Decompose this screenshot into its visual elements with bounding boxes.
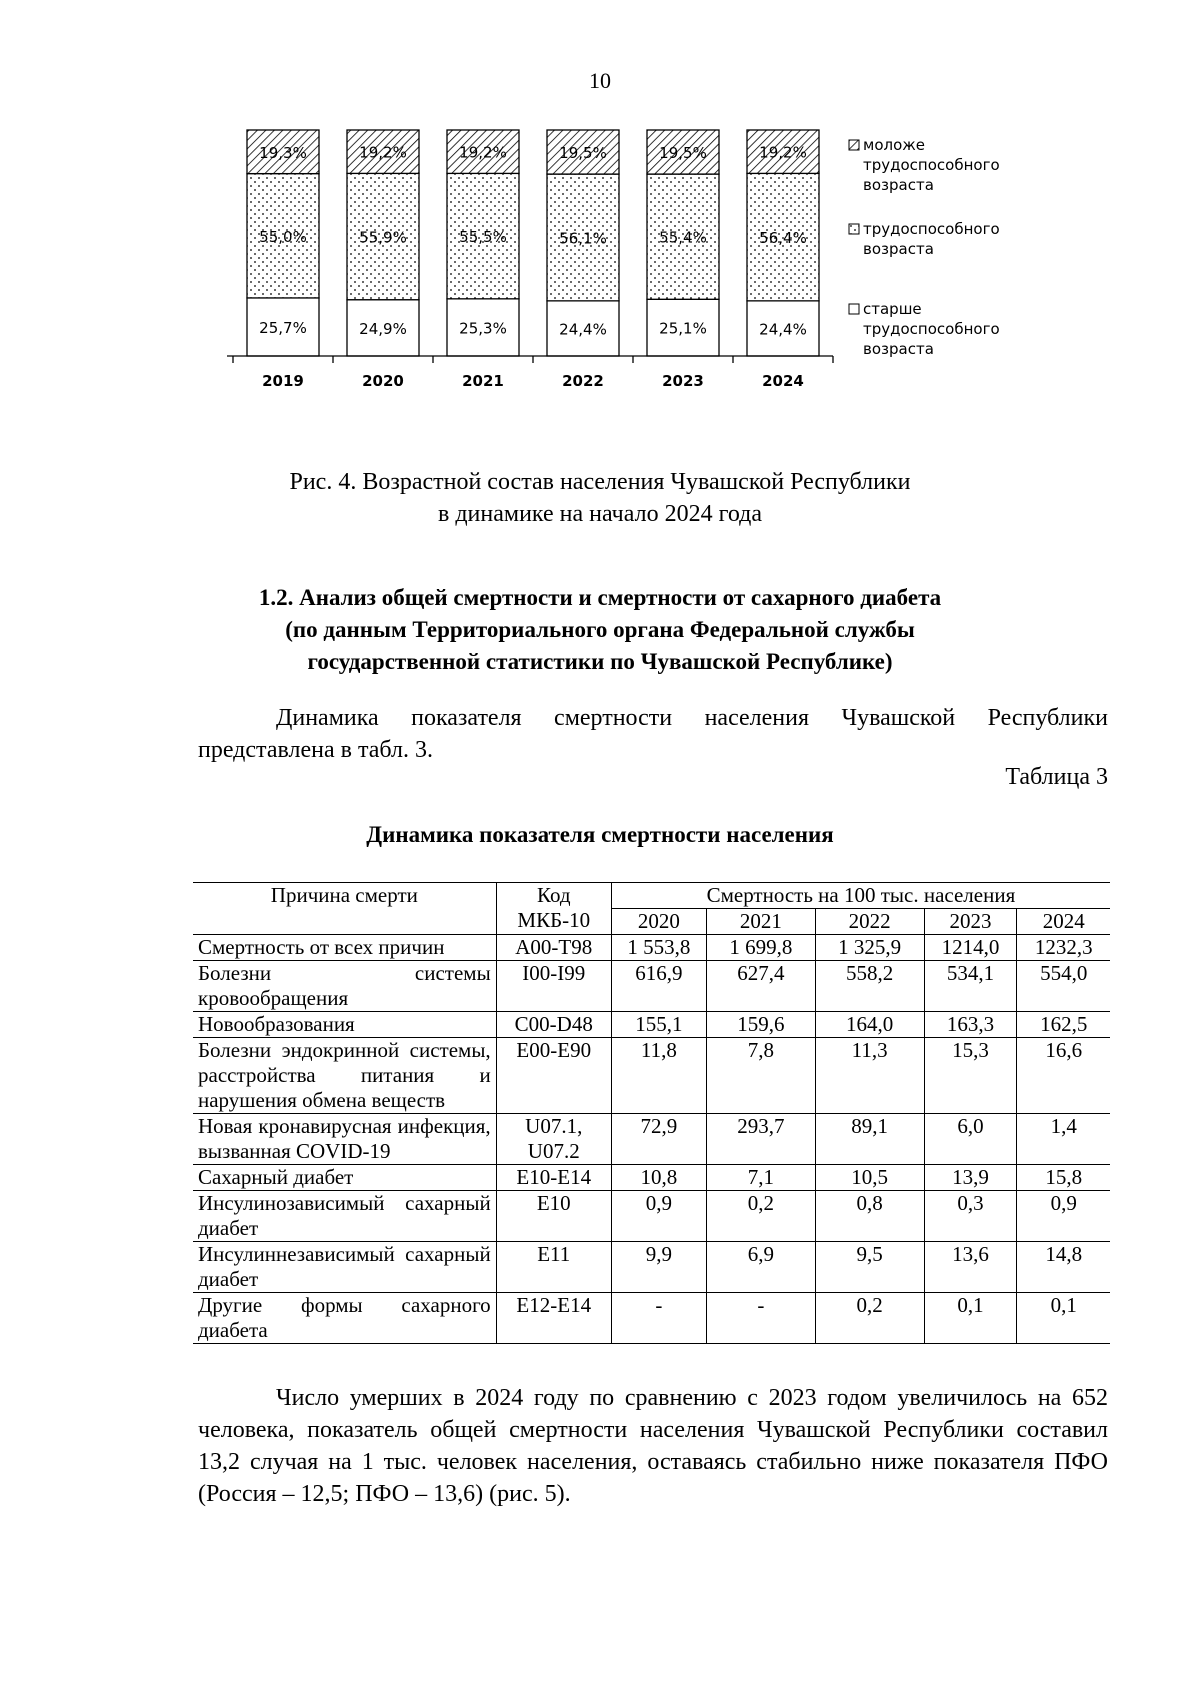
cell-value: 0,9	[611, 1191, 706, 1242]
legend-label: моложе	[863, 136, 925, 154]
bar-data-label: 19,5%	[659, 144, 707, 163]
cell-value: 1 553,8	[611, 935, 706, 961]
bar-data-label: 25,1%	[659, 319, 707, 338]
legend-label: старше	[863, 300, 922, 318]
cell-value: 11,3	[815, 1038, 924, 1114]
cell-value: 1 325,9	[815, 935, 924, 961]
bar-data-label: 24,9%	[359, 319, 407, 338]
figure-caption-line-1: Рис. 4. Возрастной состав населения Чувашской Республики	[289, 469, 911, 495]
bar-data-label: 24,4%	[559, 320, 607, 339]
cell-value: 11,8	[611, 1038, 706, 1114]
cell-value: 534,1	[924, 961, 1017, 1012]
cell-cause: Другие формы сахарного диабета	[193, 1293, 496, 1344]
table-label: Таблица 3	[1005, 764, 1108, 790]
section-heading	[0, 582, 1200, 678]
cell-value: 15,3	[924, 1038, 1017, 1114]
cell-value: 163,3	[924, 1012, 1017, 1038]
legend-label: возраста	[863, 176, 934, 194]
cell-value: 162,5	[1017, 1012, 1110, 1038]
bar-data-label: 19,2%	[459, 143, 507, 162]
legend-label: трудоспособного	[863, 320, 1000, 338]
cell-value: 10,8	[611, 1165, 706, 1191]
figure-caption	[0, 466, 1200, 530]
cell-cause: Сахарный диабет	[193, 1165, 496, 1191]
cell-cause: Болезни системы кровообращения	[193, 961, 496, 1012]
table-row	[193, 1038, 1110, 1114]
cell-value: 6,0	[924, 1114, 1017, 1165]
cell-cause: Инсулиннезависимый сахарный диабет	[193, 1242, 496, 1293]
section-heading-line-1: 1.2. Анализ общей смертности и смертности от сахарного диабета	[258, 585, 942, 610]
bar-data-label: 25,3%	[459, 319, 507, 338]
page-number: 10	[589, 68, 611, 93]
table-row	[193, 1012, 1110, 1038]
bar-data-label: 19,2%	[359, 143, 407, 162]
cell-code: C00-D48	[496, 1012, 611, 1038]
cell-value: 72,9	[611, 1114, 706, 1165]
intro-paragraph	[198, 702, 1108, 766]
header-cause: Причина смерти	[193, 883, 496, 935]
legend-label: возраста	[863, 240, 934, 258]
cell-cause: Смертность от всех причин	[193, 935, 496, 961]
table-row	[193, 1293, 1110, 1344]
cell-value: 10,5	[815, 1165, 924, 1191]
cell-value: 293,7	[706, 1114, 815, 1165]
cell-value: -	[706, 1293, 815, 1344]
cell-value: 0,3	[924, 1191, 1017, 1242]
cell-value: 0,8	[815, 1191, 924, 1242]
cell-value: 16,6	[1017, 1038, 1110, 1114]
cell-value: 554,0	[1017, 961, 1110, 1012]
cell-cause: Новая кронавирусная инфекция, вызванная COVID-19	[193, 1114, 496, 1165]
intro-text: Динамика показателя смертности населения Чувашской Республики представлена в табл. 3.	[198, 705, 1108, 763]
cell-value: 0,1	[924, 1293, 1017, 1344]
x-tick-label: 2024	[762, 372, 804, 390]
cell-value: -	[611, 1293, 706, 1344]
bar-data-label: 56,1%	[559, 229, 607, 248]
x-tick-label: 2023	[662, 372, 704, 390]
header-year-2020: 2020	[611, 909, 706, 935]
cell-cause: Инсулинозависимый сахарный диабет	[193, 1191, 496, 1242]
bar-data-label: 19,5%	[559, 144, 607, 163]
x-tick-label: 2022	[562, 372, 604, 390]
cell-value: 9,9	[611, 1242, 706, 1293]
cell-value: 0,2	[815, 1293, 924, 1344]
cell-value: 0,2	[706, 1191, 815, 1242]
cell-value: 0,9	[1017, 1191, 1110, 1242]
table-title: Динамика показателя смертности населения	[366, 822, 834, 847]
cell-code: E12-E14	[496, 1293, 611, 1344]
cell-value: 164,0	[815, 1012, 924, 1038]
cell-code: I00-I99	[496, 961, 611, 1012]
cell-value: 6,9	[706, 1242, 815, 1293]
bar-data-label: 55,0%	[259, 227, 307, 246]
legend-label: возраста	[863, 340, 934, 358]
bar-data-label: 55,5%	[459, 228, 507, 247]
x-tick-label: 2021	[462, 372, 504, 390]
bar-data-label: 19,2%	[759, 143, 807, 162]
closing-text: Число умерших в 2024 году по сравнению с 2023 годом увеличилось на 652 человека, показатель общей смертности населения Чувашской Республики составил 13,2 случая на 1 тыс. человек населения, оставаясь стабильно ниже показателя ПФО (Россия – 12,5; ПФО – 13,6) (рис. 5).	[198, 1385, 1108, 1507]
cell-code: E00-E90	[496, 1038, 611, 1114]
x-tick-label: 2020	[362, 372, 404, 390]
header-year-2021: 2021	[706, 909, 815, 935]
cell-value: 13,9	[924, 1165, 1017, 1191]
cell-value: 627,4	[706, 961, 815, 1012]
cell-value: 1232,3	[1017, 935, 1110, 961]
cell-value: 616,9	[611, 961, 706, 1012]
bar-data-label: 24,4%	[759, 320, 807, 339]
cell-value: 7,1	[706, 1165, 815, 1191]
bar-data-label: 55,9%	[359, 228, 407, 247]
closing-paragraph	[198, 1382, 1108, 1510]
cell-code: E10-E14	[496, 1165, 611, 1191]
bar-data-label: 56,4%	[759, 229, 807, 248]
table-row	[193, 1165, 1110, 1191]
figure-caption-line-2: в динамике на начало 2024 года	[438, 501, 762, 527]
header-year-2024: 2024	[1017, 909, 1110, 935]
cell-value: 1 699,8	[706, 935, 815, 961]
cell-code: A00-T98	[496, 935, 611, 961]
cell-cause: Болезни эндокринной системы, расстройства питания и нарушения обмена веществ	[193, 1038, 496, 1114]
cell-code: U07.1, U07.2	[496, 1114, 611, 1165]
cell-value: 13,6	[924, 1242, 1017, 1293]
cell-value: 7,8	[706, 1038, 815, 1114]
table-row	[193, 961, 1110, 1012]
legend-label: трудоспособного	[863, 156, 1000, 174]
table-row	[193, 935, 1110, 961]
section-heading-line-3: государственной статистики по Чувашской Республике)	[307, 649, 893, 674]
x-tick-label: 2019	[262, 372, 304, 390]
cell-value: 1,4	[1017, 1114, 1110, 1165]
cell-code: E11	[496, 1242, 611, 1293]
table-row	[193, 1191, 1110, 1242]
section-heading-line-2: (по данным Территориального органа Федеральной службы	[285, 617, 915, 642]
legend-swatch	[849, 140, 859, 150]
cell-value: 15,8	[1017, 1165, 1110, 1191]
header-year-2023: 2023	[924, 909, 1017, 935]
bar-data-label: 55,4%	[659, 228, 707, 247]
table-row	[193, 1114, 1110, 1165]
header-code: Код МКБ-10	[496, 883, 611, 935]
cell-code: E10	[496, 1191, 611, 1242]
age-structure-chart	[225, 128, 1085, 428]
cell-value: 14,8	[1017, 1242, 1110, 1293]
cell-value: 558,2	[815, 961, 924, 1012]
legend-swatch	[849, 304, 859, 314]
cell-value: 1214,0	[924, 935, 1017, 961]
bar-data-label: 25,7%	[259, 318, 307, 337]
cell-value: 155,1	[611, 1012, 706, 1038]
cell-value: 9,5	[815, 1242, 924, 1293]
cell-value: 159,6	[706, 1012, 815, 1038]
bar-data-label: 19,3%	[259, 143, 307, 162]
cell-value: 0,1	[1017, 1293, 1110, 1344]
header-year-2022: 2022	[815, 909, 924, 935]
mortality-table	[193, 882, 1110, 1344]
table-row	[193, 1242, 1110, 1293]
legend-label: трудоспособного	[863, 220, 1000, 238]
legend-swatch	[849, 224, 859, 234]
cell-cause: Новообразования	[193, 1012, 496, 1038]
cell-value: 89,1	[815, 1114, 924, 1165]
header-rate: Смертность на 100 тыс. населения	[611, 883, 1110, 909]
